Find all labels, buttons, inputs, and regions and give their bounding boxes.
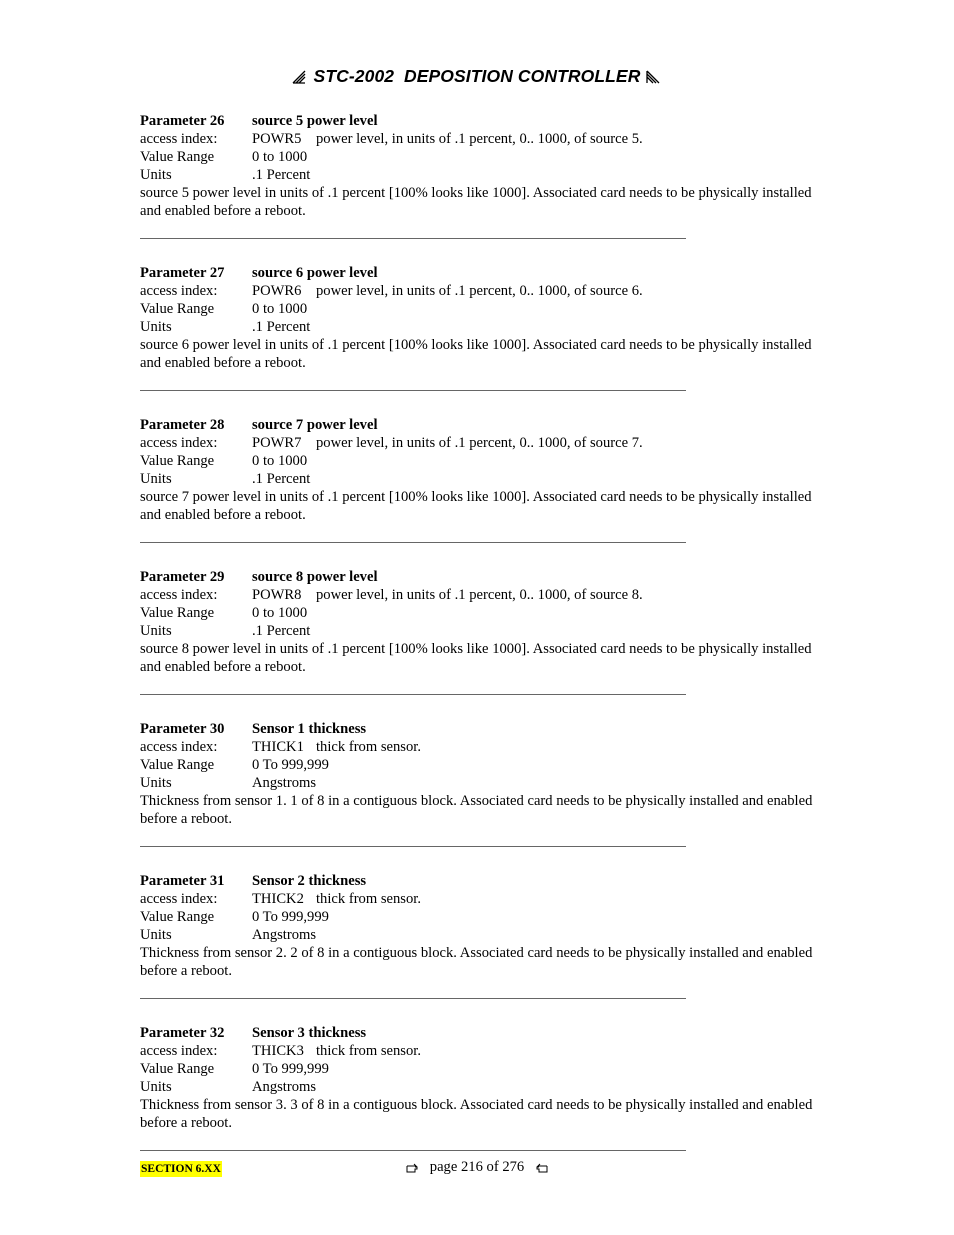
units-label: Units [140, 1079, 172, 1095]
value-range: 0 to 1000 [252, 301, 308, 317]
parameter-name: Sensor 2 thickness [252, 873, 367, 889]
parameter-block [140, 568, 820, 695]
access-code: POWR6 [252, 283, 302, 299]
units-label: Units [140, 471, 172, 487]
parameter-block [140, 416, 820, 543]
separator-line [140, 1150, 686, 1151]
value-range: 0 to 1000 [252, 453, 308, 469]
value-range: 0 To 999,999 [252, 909, 329, 925]
units-label: Units [140, 927, 172, 943]
units-label: Units [140, 623, 172, 639]
parameter-description: source 5 power level in units of .1 percent [100% looks like 1000]. Associated card needs to be physically installed and enabled before a reboot. [140, 185, 812, 219]
pencil-ruler-left-icon [291, 69, 309, 85]
access-code: POWR7 [252, 435, 302, 451]
access-index-label: access index: [140, 739, 218, 755]
access-index-label: access index: [140, 587, 218, 603]
parameter-name: source 7 power level [252, 417, 378, 433]
parameter-number: Parameter 27 [140, 265, 225, 281]
access-index-label: access index: [140, 891, 218, 907]
page-header [0, 66, 954, 87]
access-description: power level, in units of .1 percent, 0.. 1000, of source 5. [316, 131, 643, 147]
value-range-label: Value Range [140, 453, 215, 469]
separator-line [140, 542, 686, 543]
units-value: .1 Percent [252, 167, 311, 183]
value-range-label: Value Range [140, 909, 215, 925]
units-label: Units [140, 319, 172, 335]
pencil-ruler-right-icon [645, 69, 663, 85]
page-number [0, 1159, 954, 1176]
parameter-description: Thickness from sensor 2. 2 of 8 in a contiguous block. Associated card needs to be physically installed and enabled before a reboot. [140, 945, 813, 979]
access-code: THICK3 [252, 1043, 304, 1059]
parameter-block [140, 872, 820, 999]
parameter-name: Sensor 1 thickness [252, 721, 367, 737]
access-description: power level, in units of .1 percent, 0.. 1000, of source 8. [316, 587, 643, 603]
parameter-description: Thickness from sensor 1. 1 of 8 in a contiguous block. Associated card needs to be physically installed and enabled before a reboot. [140, 793, 813, 827]
access-description: power level, in units of .1 percent, 0.. 1000, of source 6. [316, 283, 643, 299]
page-title: STC-2002 DEPOSITION CONTROLLER [313, 66, 641, 86]
access-code: THICK1 [252, 739, 304, 755]
page-footer [0, 1158, 954, 1182]
parameter-name: source 8 power level [252, 569, 378, 585]
parameter-description: source 7 power level in units of .1 percent [100% looks like 1000]. Associated card needs to be physically installed and enabled before a reboot. [140, 489, 812, 523]
parameter-block [140, 264, 820, 391]
access-description: thick from sensor. [316, 739, 421, 755]
access-code: POWR5 [252, 131, 302, 147]
separator-line [140, 694, 686, 695]
separator-line [140, 998, 686, 999]
pointing-hand-right-icon [406, 1162, 424, 1174]
units-value: .1 Percent [252, 623, 311, 639]
access-description: thick from sensor. [316, 891, 421, 907]
value-range: 0 to 1000 [252, 149, 308, 165]
value-range-label: Value Range [140, 757, 215, 773]
access-code: POWR8 [252, 587, 302, 603]
parameter-description: source 6 power level in units of .1 percent [100% looks like 1000]. Associated card needs to be physically installed and enabled before a reboot. [140, 337, 812, 371]
value-range-label: Value Range [140, 1061, 215, 1077]
access-index-label: access index: [140, 131, 218, 147]
access-description: thick from sensor. [316, 1043, 421, 1059]
separator-line [140, 846, 686, 847]
value-range: 0 to 1000 [252, 605, 308, 621]
section-badge: SECTION 6.XX [141, 1163, 221, 1175]
parameter-list [140, 112, 820, 1176]
units-value: Angstroms [252, 927, 317, 943]
parameter-number: Parameter 28 [140, 417, 225, 433]
parameter-block [140, 1024, 820, 1151]
access-index-label: access index: [140, 283, 218, 299]
separator-line [140, 390, 686, 391]
access-description: power level, in units of .1 percent, 0.. 1000, of source 7. [316, 435, 643, 451]
value-range: 0 To 999,999 [252, 757, 329, 773]
parameter-name: Sensor 3 thickness [252, 1025, 367, 1041]
parameter-number: Parameter 30 [140, 721, 225, 737]
value-range-label: Value Range [140, 301, 215, 317]
parameter-description: source 8 power level in units of .1 percent [100% looks like 1000]. Associated card needs to be physically installed and enabled before a reboot. [140, 641, 812, 675]
units-label: Units [140, 167, 172, 183]
parameter-number: Parameter 32 [140, 1025, 225, 1041]
parameter-block [140, 112, 820, 239]
units-value: .1 Percent [252, 471, 311, 487]
units-value: Angstroms [252, 775, 317, 791]
units-label: Units [140, 775, 172, 791]
access-index-label: access index: [140, 1043, 218, 1059]
value-range-label: Value Range [140, 149, 215, 165]
parameter-number: Parameter 29 [140, 569, 225, 585]
separator-line [140, 238, 686, 239]
value-range-label: Value Range [140, 605, 215, 621]
parameter-name: source 6 power level [252, 265, 378, 281]
value-range: 0 To 999,999 [252, 1061, 329, 1077]
parameter-number: Parameter 26 [140, 113, 225, 129]
parameter-block [140, 720, 820, 847]
units-value: .1 Percent [252, 319, 311, 335]
pointing-hand-left-icon [530, 1162, 548, 1174]
parameter-name: source 5 power level [252, 113, 378, 129]
access-index-label: access index: [140, 435, 218, 451]
parameter-number: Parameter 31 [140, 873, 225, 889]
parameter-description: Thickness from sensor 3. 3 of 8 in a contiguous block. Associated card needs to be physically installed and enabled before a reboot. [140, 1097, 813, 1131]
units-value: Angstroms [252, 1079, 317, 1095]
access-code: THICK2 [252, 891, 304, 907]
page-number-text: page 216 of 276 [429, 1159, 525, 1175]
